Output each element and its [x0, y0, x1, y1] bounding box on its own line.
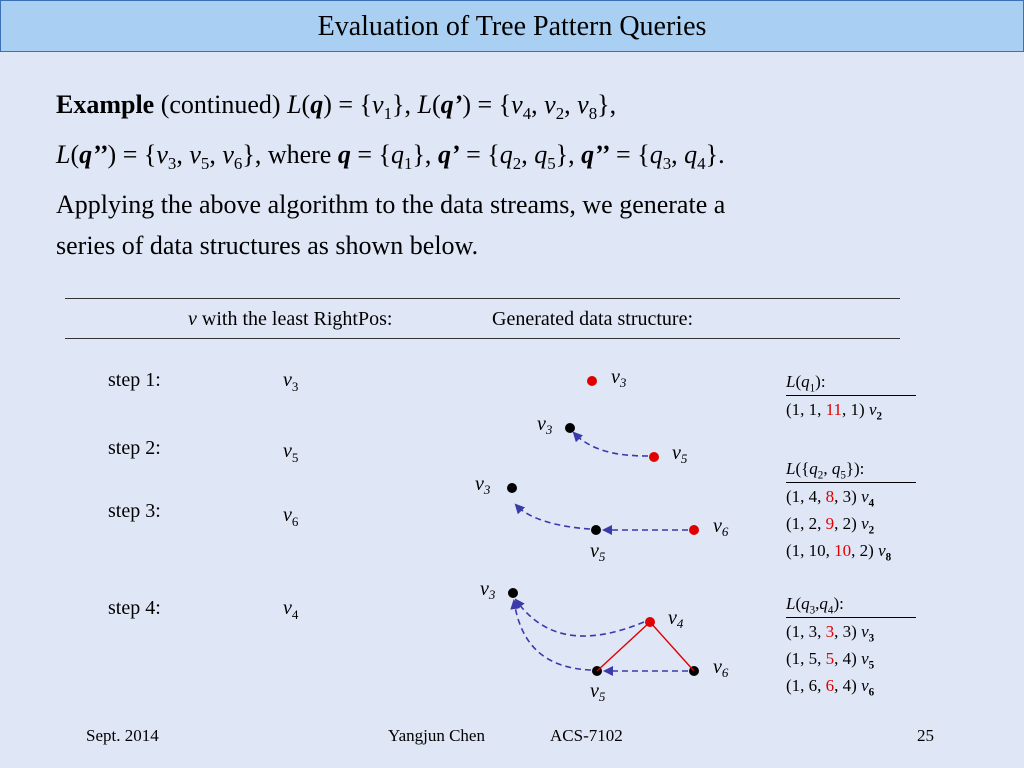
step4-v6-label: $v_6$: [713, 656, 729, 680]
list-row: (1, 6, 6, 4) $v_6$: [786, 676, 875, 699]
step3-v6-label: $v_6$: [713, 515, 729, 539]
step-3-node: $v_6$: [283, 504, 299, 529]
step-2-label: step 2:: [108, 437, 161, 459]
step4-v3-label: $v_3$: [480, 578, 496, 602]
step2-arrow-v5-v3: [574, 433, 648, 456]
list-L-q3-q4: [786, 590, 916, 699]
step4-v3-dot: [508, 588, 518, 598]
list-row: (1, 3, 3, 3) $v_3$: [786, 622, 875, 645]
step2-v5-dot: [649, 452, 659, 462]
footer-author: Yangjun Chen: [388, 726, 485, 745]
list-row: (1, 4, 8, 3) $v_4$: [786, 487, 875, 510]
step-4-label: step 4:: [108, 597, 161, 619]
list-L-q1: [786, 368, 916, 423]
header-least-rightpos: v with the least RightPos:: [188, 308, 393, 330]
list-title: $L(q_1)$:: [786, 372, 826, 395]
step2-v3-dot: [565, 423, 575, 433]
footer-course: ACS-7102: [550, 726, 623, 745]
para-line-3: Applying the above algorithm to the data streams, we generate a: [56, 190, 726, 220]
list-title: $L(\{q_2$, $q_5$}):: [786, 459, 865, 482]
list-row: (1, 1, 11, 1) $v_2$: [786, 400, 883, 423]
para-line-2: L(q’’) = {$v_3$, $v_5$, $v_6$}, where $q = \{q_1\}$, q’ = {$q_2$, $q_5$}, q’’ = {$q_3$, $q_4$}.: [56, 140, 725, 174]
step4-arrow-v5-v3: [514, 601, 591, 670]
step3-arrow-v5-v3: [516, 505, 590, 529]
step3-v3-dot: [507, 483, 517, 493]
list-row: (1, 10, 10, 2) $v_8$: [786, 541, 892, 564]
step3-v5-dot: [591, 525, 601, 535]
slide-title: Evaluation of Tree Pattern Queries: [0, 0, 1024, 52]
step4-v4-label: $v_4$: [668, 607, 684, 631]
header-generated: Generated data structure:: [492, 308, 694, 330]
step4-v5-label: $v_5$: [590, 680, 606, 704]
list-row: (1, 5, 5, 4) $v_5$: [786, 649, 875, 672]
step3-v5-label: $v_5$: [590, 540, 606, 564]
step2-v5-label: $v_5$: [672, 442, 688, 466]
list-row: (1, 2, 9, 2) $v_2$: [786, 514, 875, 537]
step3-v3-label: $v_3$: [475, 473, 491, 497]
list-L-q2-q5: [786, 455, 916, 564]
step3-v6-dot: [689, 525, 699, 535]
list-title: $L(q_3,q_4)$:: [786, 594, 844, 617]
step1-v3-label: $v_3$: [611, 366, 627, 390]
para-line-1: Example (continued) $L(q) = \{v_1\}$, L(q’) = {$v_4$, $v_2$, $v_8$},: [56, 90, 617, 124]
step-2-node: $v_5$: [283, 440, 299, 465]
step1-v3-dot: [587, 376, 597, 386]
step-1-node: $v_3$: [283, 369, 299, 394]
step-4-node: $v_4$: [283, 597, 299, 622]
step4-arrow-v4-v3: [516, 600, 644, 636]
step-1-label: step 1:: [108, 369, 161, 391]
step2-v3-label: $v_3$: [537, 413, 553, 437]
footer-page-number: 25: [917, 726, 934, 745]
step-3-label: step 3:: [108, 500, 161, 522]
footer-date: Sept. 2014: [86, 726, 159, 745]
para-line-4: series of data structures as shown below.: [56, 231, 479, 261]
step4-edge-v4-v6: [650, 622, 694, 671]
